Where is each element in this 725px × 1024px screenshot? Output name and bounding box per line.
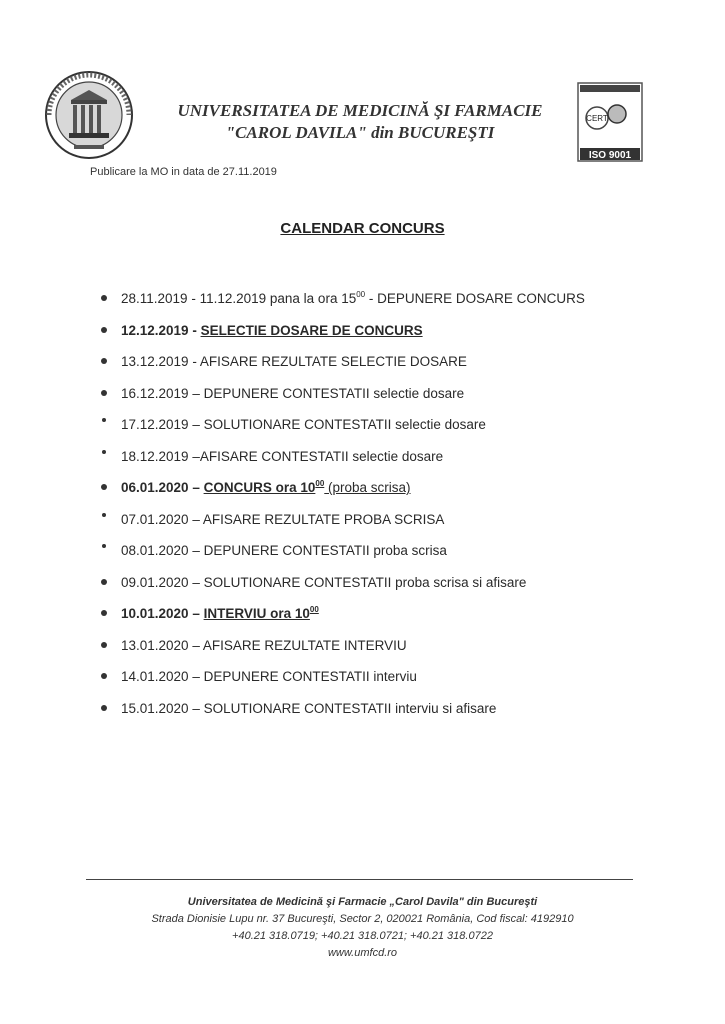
- footer-university-name: Universitatea de Medicină şi Farmacie „Carol Davila" din Bucureşti: [187, 896, 538, 908]
- footer-divider: [86, 879, 633, 880]
- bullet-icon: [101, 610, 107, 616]
- publish-note: Publicare la MO in data de 27.11.2019: [90, 166, 277, 178]
- event-date: 08.01.2020: [121, 543, 189, 558]
- event-date: 16.12.2019: [121, 385, 189, 401]
- event-date: 10.01.2020: [121, 606, 189, 621]
- event-date: 28.11.2019: [121, 291, 188, 306]
- event-date: 15.01.2020: [121, 700, 189, 716]
- event-date: 13.01.2020: [121, 637, 189, 653]
- event-date: 07.01.2020: [121, 511, 189, 527]
- bullet-icon: [102, 418, 106, 422]
- university-seal-logo: [44, 70, 134, 160]
- calendar-title: CALENDAR CONCURS: [280, 220, 445, 237]
- footer-address: Strada Dionisie Lupu nr. 37 Bucureşti, Sector 2, 020021 România, Cod fiscal: 4192910: [151, 913, 574, 925]
- footer-phones: +40.21 318.0719; +40.21 318.0721; +40.21 318.0722: [232, 930, 493, 942]
- footer-website[interactable]: www.umfcd.ro: [327, 947, 398, 959]
- bullet-icon: [101, 390, 107, 396]
- footer: [0, 894, 725, 962]
- svg-text:CERT: CERT: [586, 114, 608, 123]
- event-date: 12.12.2019: [121, 322, 189, 338]
- event-date: 17.12.2019: [121, 417, 189, 432]
- bullet-icon: [101, 327, 107, 333]
- event-date: 13.12.2019: [121, 354, 189, 369]
- bullet-icon: [101, 358, 107, 364]
- iso-label: ISO 9001: [588, 150, 632, 161]
- university-title-line1: UNIVERSITATEA DE MEDICINĂ ŞI FARMACIE: [177, 101, 543, 120]
- bullet-icon: [101, 705, 107, 711]
- bullet-icon: [102, 513, 106, 517]
- iso-certification-logo: [577, 82, 643, 162]
- bullet-icon: [101, 484, 107, 490]
- bullet-icon: [101, 295, 107, 301]
- bullet-icon: [101, 642, 107, 648]
- bullet-icon: [102, 544, 106, 548]
- event-date: 18.12.2019: [121, 448, 189, 464]
- bullet-icon: [101, 579, 107, 585]
- university-header: [140, 100, 580, 144]
- event-date: 09.01.2020: [121, 574, 189, 590]
- bullet-icon: [101, 673, 107, 679]
- university-title-line2: "CAROL DAVILA" din BUCUREŞTI: [225, 123, 495, 142]
- event-date: 06.01.2020: [121, 480, 189, 495]
- event-date: 14.01.2020: [121, 669, 189, 684]
- bullet-icon: [102, 450, 106, 454]
